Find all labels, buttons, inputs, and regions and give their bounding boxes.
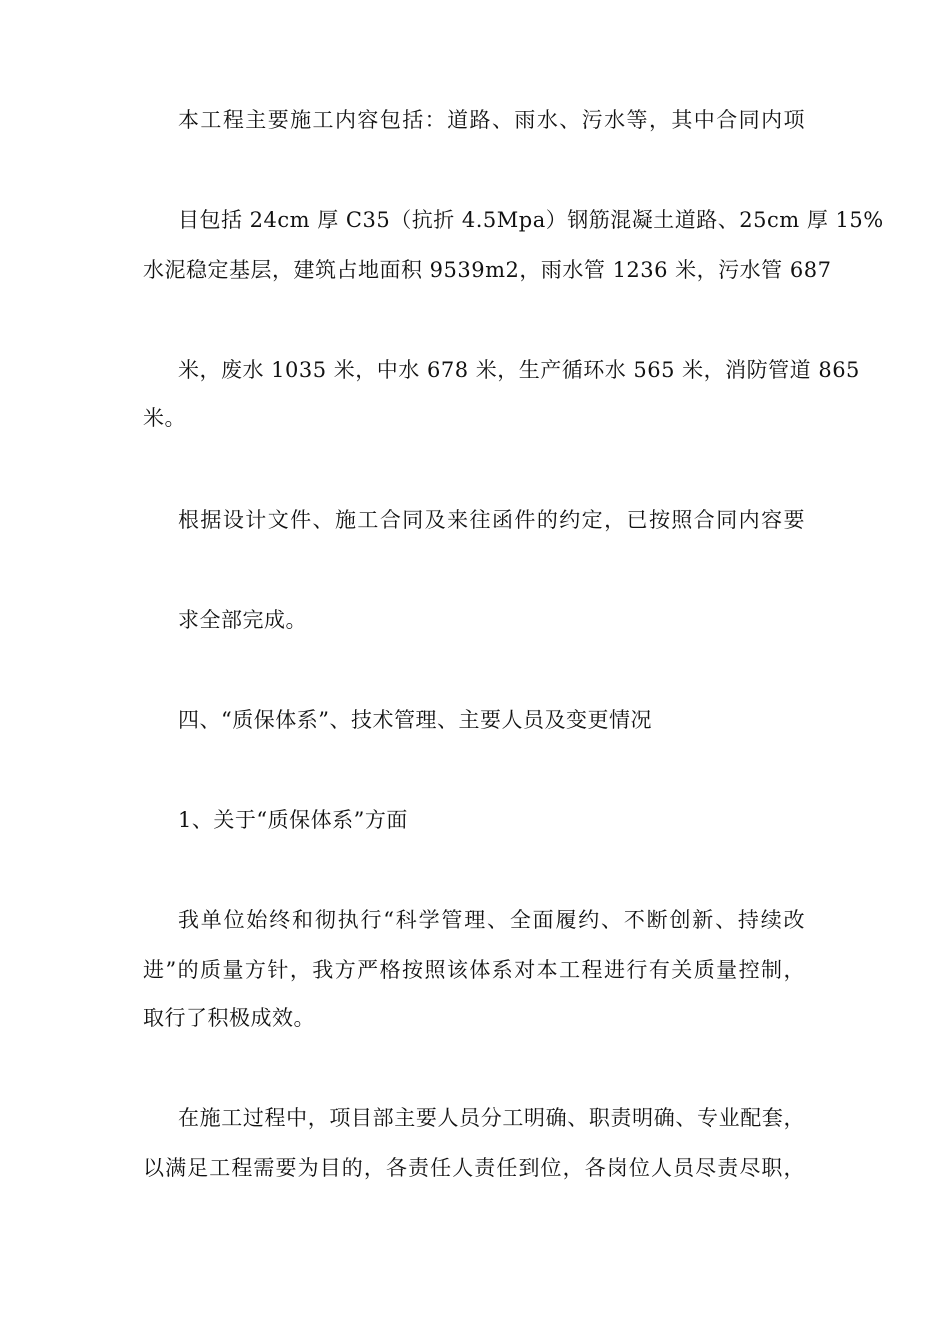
paragraph-line: 本工程主要施工内容包括：道路、雨水、污水等，其中合同内项 bbox=[178, 108, 805, 132]
section-heading: 四、“质保体系”、技术管理、主要人员及变更情况 bbox=[178, 708, 652, 732]
paragraph-line: 水泥稳定基层，建筑占地面积 9539m2，雨水管 1236 米，污水管 687 bbox=[143, 258, 832, 282]
paragraph-line: 米。 bbox=[143, 406, 186, 430]
paragraph-line: 求全部完成。 bbox=[178, 608, 307, 632]
paragraph-line: 在施工过程中，项目部主要人员分工明确、职责明确、专业配套， bbox=[178, 1106, 805, 1130]
paragraph-line: 目包括 24cm 厚 C35（抗折 4.5Mpa）钢筋混凝土道路、25cm 厚 15% bbox=[178, 208, 884, 232]
paragraph-line: 米，废水 1035 米，中水 678 米，生产循环水 565 米，消防管道 865 bbox=[178, 358, 860, 382]
subsection-heading: 1、关于“质保体系”方面 bbox=[178, 808, 408, 832]
paragraph-line: 我单位始终和彻执行“科学管理、全面履约、不断创新、持续改 bbox=[178, 908, 805, 932]
paragraph-line: 根据设计文件、施工合同及来往函件的约定，已按照合同内容要 bbox=[178, 508, 805, 532]
paragraph-line: 进”的质量方针，我方严格按照该体系对本工程进行有关质量控制， bbox=[143, 958, 805, 982]
paragraph-line: 以满足工程需要为目的，各责任人责任到位，各岗位人员尽责尽职， bbox=[143, 1156, 805, 1180]
paragraph-line: 取行了积极成效。 bbox=[143, 1006, 315, 1030]
